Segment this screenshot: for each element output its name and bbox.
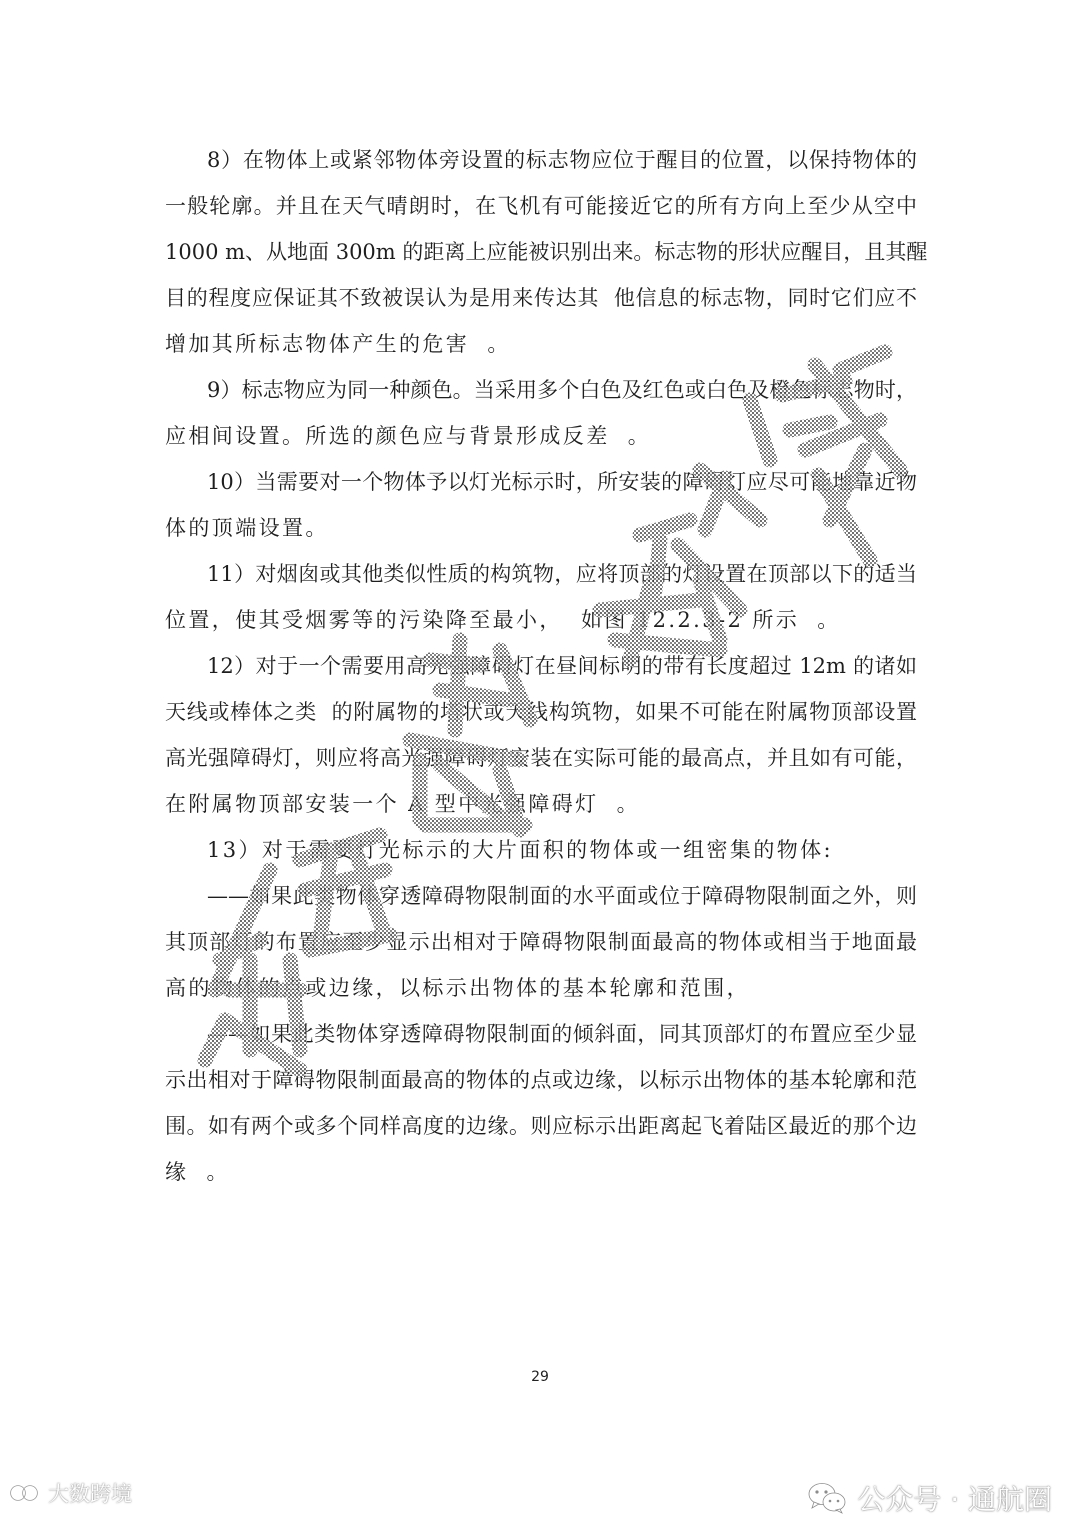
- paragraph-13-item-1-line-3: 高的物体的点或边缘，以标示出物体的基本轮廓和范围，: [165, 976, 750, 1000]
- footer-logo-text: 大数跨境: [48, 1482, 132, 1506]
- paragraph-13-item-2-line-3: 围。如有两个或多个同样高度的边缘。则应标示出距离起飞着陆区最近的那个边: [165, 1114, 917, 1138]
- paragraph-13-item-2-line-4: 缘 。: [165, 1160, 230, 1184]
- paragraph-9-line-2: 应相间设置。所选的颜色应与背景形成反差 。: [165, 424, 652, 448]
- paragraph-12-line-3: 高光强障碍灯，则应将高光强障碍灯安装在实际可能的最高点，并且如有可能，: [165, 746, 917, 770]
- footer-account-text: 公众号 · 通航圈: [857, 1483, 1052, 1516]
- paragraph-13-line-1: 13）对于需要灯光标示的大片面积的物体或一组密集的物体:: [207, 838, 833, 862]
- paragraph-12-line-4: 在附属物顶部安装一个 A 型中光强障碍灯 。: [165, 792, 641, 816]
- paragraph-8-line-5: 增加其所标志物体产生的危害 。: [165, 332, 511, 356]
- paragraph-13-item-2-line-1: ——如果此类物体穿透障碍物限制面的倾斜面，同其顶部灯的布置应至少显: [207, 1022, 917, 1046]
- paragraph-8-line-4: 目的程度应保证其不致被误认为是用来传达其 他信息的标志物，同时它们应不: [165, 286, 917, 310]
- paragraph-10-line-1: 10）当需要对一个物体予以灯光标示时，所安装的障碍灯应尽可能地靠近物: [207, 470, 917, 494]
- paragraph-12-line-2: 天线或棒体之类 的附属物的塔状或天线构筑物，如果不可能在附属物顶部设置: [165, 700, 917, 724]
- paragraph-10-line-2: 体的顶端设置。: [165, 516, 329, 540]
- paragraph-8-line-2: 一般轮廓。并且在天气晴朗时，在飞机有可能接近它的所有方向上至少从空中: [165, 194, 917, 218]
- footer-logo: [8, 1478, 132, 1508]
- paragraph-9-line-1: 9）标志物应为同一种颜色。当采用多个白色及红色或白色及橙色标志物时，: [207, 378, 917, 402]
- wechat-icon: [807, 1481, 847, 1515]
- paragraph-13-item-2-line-2: 示出相对于障碍物限制面最高的物体的点或边缘，以标示出物体的基本轮廓和范: [165, 1068, 917, 1092]
- paragraph-8-line-3: 1000 m、从地面 300m 的距离上应能被识别出来。标志物的形状应醒目，且其醒: [165, 240, 928, 264]
- link-logo-icon: [8, 1482, 44, 1504]
- paragraph-11-line-1: 11）对烟囱或其他类似性质的构筑物，应将顶部的灯设置在顶部以下的适当: [207, 562, 917, 586]
- paragraph-13-item-1-line-2: 其顶部灯的布置应至少显示出相对于障碍物限制面最高的物体或相当于地面最: [165, 930, 917, 954]
- paragraph-12-line-1: 12）对于一个需要用高光强障碍灯在昼间标明的带有长度超过 12m 的诸如: [207, 654, 917, 678]
- paragraph-13-item-1-line-1: ——如果此类物体穿透障碍物限制面的水平面或位于障碍物限制面之外，则: [207, 884, 917, 908]
- paragraph-8-line-1: 8）在物体上或紧邻物体旁设置的标志物应位于醒目的位置，以保持物体的: [207, 148, 917, 172]
- paragraph-11-line-2: 位置，使其受烟雾等的污染降至最小， 如图 12.2.3-2 所示 。: [165, 608, 841, 632]
- footer-account: [807, 1478, 1052, 1518]
- page-number: 29: [531, 1369, 549, 1385]
